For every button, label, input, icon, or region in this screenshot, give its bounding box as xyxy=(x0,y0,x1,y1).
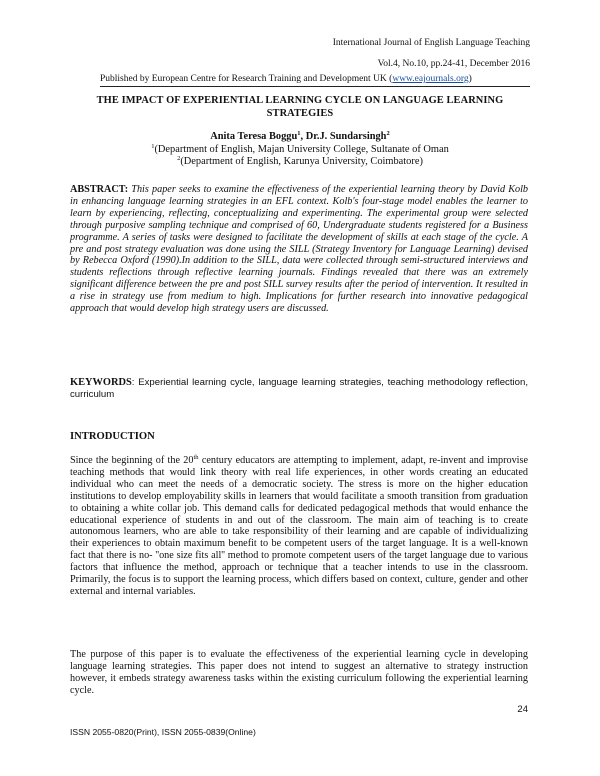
abstract-label: ABSTRACT: xyxy=(70,184,129,195)
affiliation-2 xyxy=(70,156,530,169)
superscript-th: th xyxy=(193,454,199,461)
affiliation-1-marker: 1 xyxy=(151,142,155,150)
affiliation-1-text: (Department of English, Majan University College, Sultanate of Oman xyxy=(154,143,449,155)
publisher-line xyxy=(100,73,530,87)
author-1-marker: 1 xyxy=(297,130,301,137)
author-1: Anita Teresa Boggu xyxy=(210,131,298,142)
paper-title: THE IMPACT OF EXPERIENTIAL LEARNING CYCLE ON LANGUAGE LEARNING STRATEGIES xyxy=(96,95,504,119)
author-block xyxy=(70,131,530,169)
section-heading-introduction: INTRODUCTION xyxy=(70,431,155,442)
keywords xyxy=(70,377,528,401)
affiliation-2-marker: 2 xyxy=(177,155,181,162)
author-names xyxy=(70,131,530,144)
paragraph: The purpose of this paper is to evaluate the effectiveness of the experiential learning cycle in developing language learning strategies. This paper does not intend to suggest an alternative to strategy instruction however, it embeds strategy awareness tasks within the existing curriculum following the experiential learning cycle. xyxy=(70,649,528,696)
affiliation-1 xyxy=(70,144,530,157)
issn-footer: ISSN 2055-0820(Print), ISSN 2055-0839(Online) xyxy=(70,727,256,737)
journal-website-link[interactable]: www.eajournals.org xyxy=(392,74,469,84)
publisher-text: Published by European Centre for Research Training and Development UK ( xyxy=(100,74,393,84)
abstract xyxy=(70,184,528,315)
author-2: , Dr.J. Sundarsingh xyxy=(300,131,387,142)
volume-info: Vol.4, No.10, pp.24-41, December 2016 xyxy=(377,59,530,69)
affiliation-2-text: (Department of English, Karunya University, Coimbatore) xyxy=(180,156,423,167)
publisher-suffix: ) xyxy=(468,74,472,84)
paragraph xyxy=(70,455,528,598)
paragraph-1-rest: century educators are attempting to implement, adapt, re-invent and improvise teaching methods that would link theory with real life experiences, in other words creating an educated individual who can meet the needs of a democratic society. The stress is more on the higher education institutions to develop employability skills in learners that would facilitate a smooth transition from graduation to obtaining a white collar job. This demand calls for dedicated pedagogical methods that would enhance the educational experience of students in and out of the classroom. The main aim of teaching is to create autonomous learners, who are able to take responsibility of their learning and are capable of individualizing their experiences to obtain maximum benefit to be competent users of the target language. It is a well-known fact that there is no- ''one size fits all'' method to promote competent users of the target language due to various factors that influence the method, approach or technique that a teacher intends to use in the classroom. Primarily, the focus is to support the learning process, which differs based on context, culture, gender and other external and internal variables. xyxy=(70,455,528,597)
journal-name: International Journal of English Language Teaching xyxy=(332,38,530,48)
author-2-marker: 2 xyxy=(386,130,390,137)
keywords-text: : Experiential learning cycle, language learning strategies, teaching methodology reflection, curriculum xyxy=(70,377,528,400)
keywords-label: KEYWORDS xyxy=(70,377,132,388)
paragraph-1-start: Since the beginning of the 20 xyxy=(70,455,194,466)
page-number: 24 xyxy=(517,704,528,715)
abstract-text: This paper seeks to examine the effectiveness of the experiential learning theory by David Kolb in enhancing language learning strategies in an EFL context. Kolb's four-stage model enables the learner to learn by experiencing, reflecting, conceptualizing and experimenting. The experimental group were selected through purposive sampling technique and comprised of 60, Undergraduate students registered for a Business programme. A series of tasks were designed to facilitate the development of skills at each stage of the cycle. A pre and post strategy evaluation was done using the SILL (Strategy Inventory for Language Learning) devised by Rebecca Oxford (1990).In addition to the SILL, data were collected through semi-structured interviews and students reflections through reflective learning journals. Findings revealed that there was an extremely significant difference between the pre and post SILL survey results after the period of intervention. It resulted in a rise in strategy use from medium to high. Implications for further research into innovative pedagogical approach that would develop high strategy users are discussed. xyxy=(70,184,529,315)
